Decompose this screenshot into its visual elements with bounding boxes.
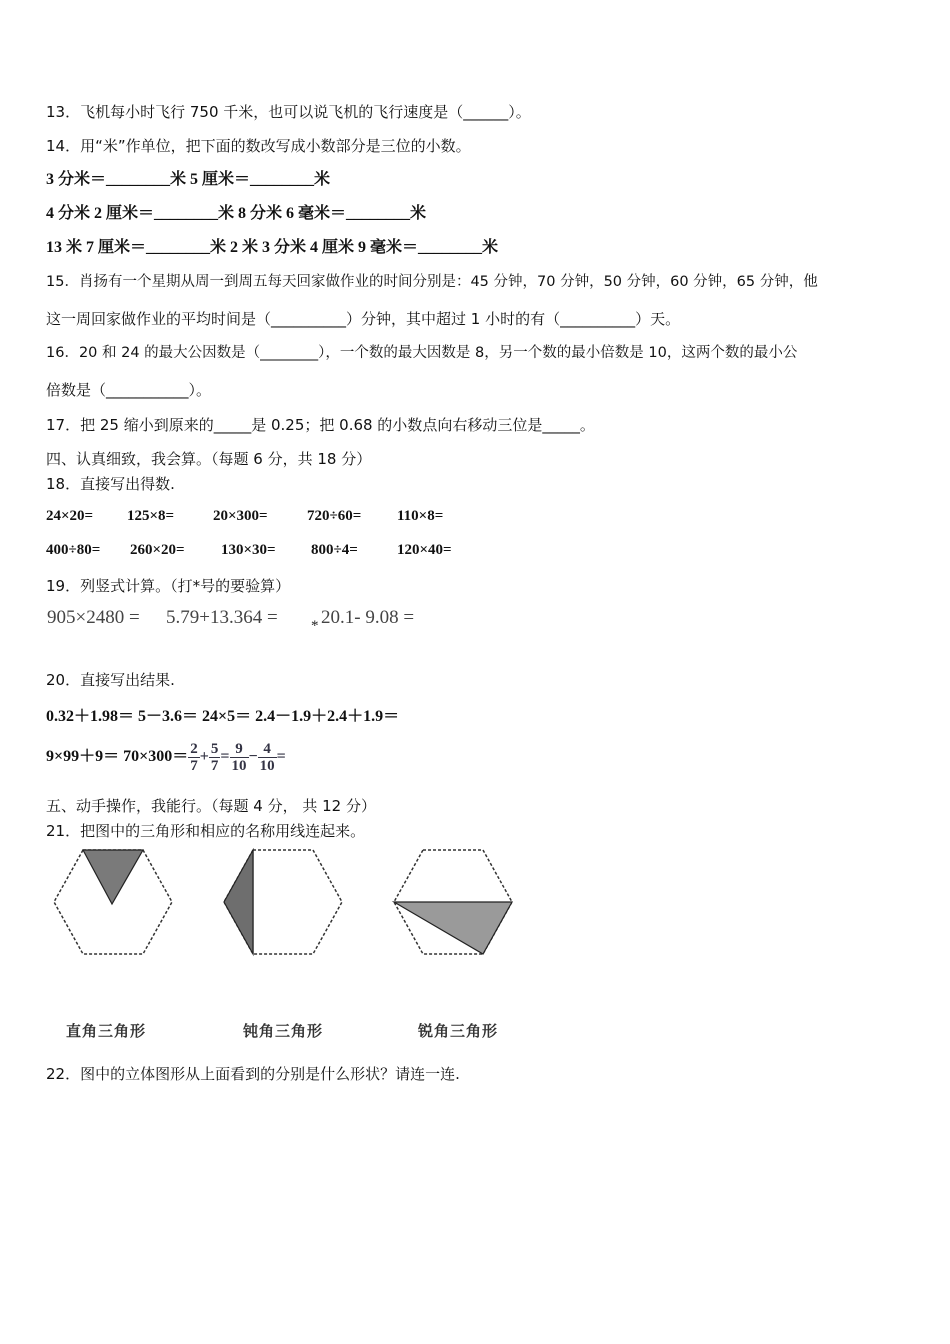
q19-star-mark: * (311, 618, 319, 634)
shaded-triangle (224, 850, 253, 954)
question-22: 22．图中的立体图形从上面看到的分别是什么形状？请连一连. (46, 1065, 460, 1083)
fraction-denominator: 7 (210, 757, 219, 774)
q20-line-1: 0.32＋1.98＝ 5－3.6＝ 24×5＝ 2.4－1.9＋2.4＋1.9＝ (46, 708, 400, 725)
fraction-numerator: 2 (190, 740, 198, 757)
equals-sign: = (220, 748, 230, 765)
section-5-heading: 五、动手操作，我能行。（每题 4 分， 共 12 分） (46, 797, 376, 815)
q18-expr: 800÷4= (311, 542, 358, 558)
question-16-part-1: 16．20 和 24 的最大公因数是（________），一个数的最大因数是 8，另一个数的最小倍数是 10，这两个数的最小公 (46, 345, 798, 361)
q18-expr: 130×30= (221, 542, 276, 558)
label-right-triangle: 直角三角形 (66, 1022, 147, 1040)
hexagon-acute-triangle-figure (388, 848, 516, 958)
question-14-intro: 14．用“米”作单位，把下面的数改写成小数部分是三位的小数。 (46, 137, 471, 155)
label-acute-triangle: 锐角三角形 (418, 1022, 499, 1040)
q18-expr: 260×20= (130, 542, 185, 558)
shaded-triangle (394, 902, 512, 954)
shaded-triangle (83, 850, 143, 904)
question-20-title: 20．直接写出结果. (46, 671, 175, 689)
equals-sign: = (276, 748, 286, 765)
fraction (188, 741, 200, 774)
q18-expr: 125×8= (127, 508, 175, 524)
q20-line-2-text: 9×99＋9＝ 70×300＝ (46, 748, 189, 765)
q19-expression-3: 20.1- 9.08 = (321, 607, 415, 628)
question-21-title: 21．把图中的三角形和相应的名称用线连起来。 (46, 822, 366, 840)
question-14-line-3: 13 米 7 厘米＝________米 2 米 3 分米 4 厘米 9 毫米＝________米 (46, 239, 499, 256)
question-17: 17．把 25 缩小到原来的_____是 0.25；把 0.68 的小数点向右移动三位是_____。 (46, 416, 595, 434)
q18-expr: 400÷80= (46, 542, 101, 558)
fraction-numerator: 4 (258, 741, 277, 758)
question-14-line-1: 3 分米＝________米 5 厘米＝________米 (46, 171, 331, 188)
hexagon-obtuse-triangle-figure (218, 848, 346, 958)
fraction-denominator: 10 (259, 757, 275, 774)
plus-sign: + (199, 748, 209, 765)
q18-expr: 110×8= (397, 508, 444, 524)
q18-expr: 20×300= (213, 508, 268, 524)
question-18-title: 18．直接写出得数. (46, 475, 175, 493)
question-15-part-1: 15．肖扬有一个星期从周一到周五每天回家做作业的时间分别是：45 分钟，70 分钟，50 分钟，60 分钟，65 分钟，他 (46, 274, 818, 290)
label-obtuse-triangle: 钝角三角形 (243, 1022, 324, 1040)
q18-expr: 720÷60= (307, 508, 362, 524)
question-15-part-2: 这一周回家做作业的平均时间是（__________）分钟，其中超过 1 小时的有（__________）天。 (46, 310, 681, 328)
fraction-numerator: 5 (210, 740, 219, 757)
fraction (209, 741, 221, 774)
fraction-denominator: 10 (231, 757, 247, 774)
section-4-heading: 四、认真细致，我会算。（每题 6 分，共 18 分） (46, 450, 372, 468)
question-13: 13．飞机每小时飞行 750 千米，也可以说飞机的飞行速度是（______）。 (46, 103, 531, 121)
question-19-title: 19．列竖式计算。（打*号的要验算） (46, 577, 291, 595)
question-16-part-2: 倍数是（___________）。 (46, 381, 212, 399)
question-14-line-2: 4 分米 2 厘米＝________米 8 分米 6 毫米＝________米 (46, 205, 427, 222)
fraction (230, 741, 249, 774)
fraction-numerator: 9 (230, 741, 249, 758)
q19-expression-2: 5.79+13.364 = (166, 607, 278, 628)
q19-expression-1: 905×2480 = (47, 607, 140, 628)
hexagon-right-triangle-figure (48, 848, 176, 958)
q20-line-2 (46, 738, 286, 776)
fraction-denominator: 7 (190, 757, 198, 774)
q18-expr: 120×40= (397, 542, 452, 558)
q18-expr: 24×20= (46, 508, 94, 524)
fraction (258, 741, 277, 774)
minus-sign: − (248, 748, 258, 765)
